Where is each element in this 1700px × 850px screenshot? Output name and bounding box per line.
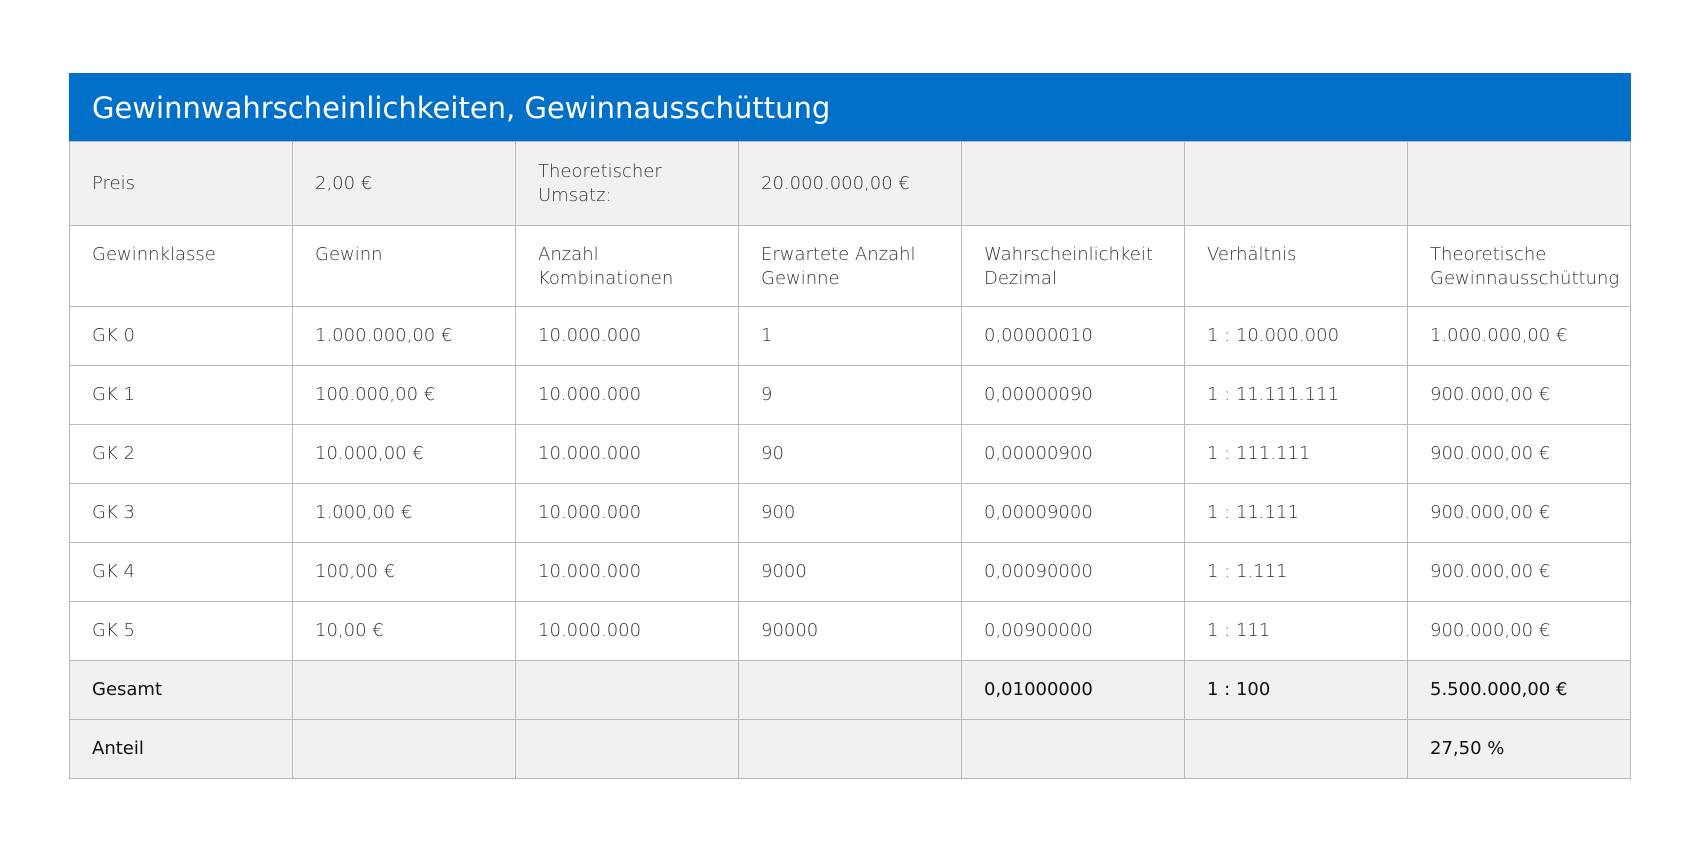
table-cell: 900.000,00 € [1408, 602, 1631, 661]
table-cell: 0,00900000 [962, 602, 1185, 661]
turnover-value: 20.000.000,00 € [739, 142, 962, 226]
total-label: Gesamt [70, 661, 293, 720]
table-cell: 100.000,00 € [293, 366, 516, 425]
table-cell: 1.000.000,00 € [293, 307, 516, 366]
table-cell: 1 : 11.111.111 [1185, 366, 1408, 425]
table-cell: GK 2 [70, 425, 293, 484]
total-probability: 0,01000000 [962, 661, 1185, 720]
header-cell: Theoretische Gewinnausschüttung [1408, 226, 1631, 307]
table-cell: 10.000.000 [516, 425, 739, 484]
share-row [70, 720, 1631, 779]
table-cell: GK 3 [70, 484, 293, 543]
header-cell: Erwartete Anzahl Gewinne [739, 226, 962, 307]
header-row [70, 226, 1631, 307]
header-cell: Anzahl Kombinationen [516, 226, 739, 307]
table-row [70, 425, 1631, 484]
table-cell: 900 [739, 484, 962, 543]
empty-cell [962, 142, 1185, 226]
table-cell: 900.000,00 € [1408, 366, 1631, 425]
table-cell: 100,00 € [293, 543, 516, 602]
total-payout: 5.500.000,00 € [1408, 661, 1631, 720]
header-cell: Verhältnis [1185, 226, 1408, 307]
empty-cell [293, 661, 516, 720]
empty-cell [739, 661, 962, 720]
table-cell: 10.000.000 [516, 307, 739, 366]
table-cell: 1.000,00 € [293, 484, 516, 543]
table-cell: 90000 [739, 602, 962, 661]
price-label: Preis [70, 142, 293, 226]
table-cell: 10.000.000 [516, 602, 739, 661]
table-cell: 10,00 € [293, 602, 516, 661]
empty-cell [962, 720, 1185, 779]
table-cell: 1 [739, 307, 962, 366]
table-cell: 0,00000090 [962, 366, 1185, 425]
table-row [70, 307, 1631, 366]
table-cell: 900.000,00 € [1408, 484, 1631, 543]
header-cell: Wahrscheinlichkeit Dezimal [962, 226, 1185, 307]
table-cell: 10.000.000 [516, 484, 739, 543]
table-cell: 900.000,00 € [1408, 425, 1631, 484]
table-row [70, 543, 1631, 602]
table-cell: 0,00000010 [962, 307, 1185, 366]
table-cell: 90 [739, 425, 962, 484]
table-cell: 10.000,00 € [293, 425, 516, 484]
empty-cell [739, 720, 962, 779]
table-cell: GK 5 [70, 602, 293, 661]
table-cell: GK 0 [70, 307, 293, 366]
table-cell: 9000 [739, 543, 962, 602]
prize-table [69, 73, 1631, 779]
empty-cell [1185, 142, 1408, 226]
table-row [70, 484, 1631, 543]
table-row [70, 366, 1631, 425]
prize-table-grid [69, 141, 1631, 779]
share-payout: 27,50 % [1408, 720, 1631, 779]
price-value: 2,00 € [293, 142, 516, 226]
table-cell: 10.000.000 [516, 543, 739, 602]
share-label: Anteil [70, 720, 293, 779]
table-cell: 0,00000900 [962, 425, 1185, 484]
total-ratio: 1 : 100 [1185, 661, 1408, 720]
table-cell: 1 : 111.111 [1185, 425, 1408, 484]
table-cell: 9 [739, 366, 962, 425]
table-cell: 1 : 1.111 [1185, 543, 1408, 602]
empty-cell [1185, 720, 1408, 779]
total-row [70, 661, 1631, 720]
table-title: Gewinnwahrscheinlichkeiten, Gewinnausschüttung [69, 73, 1631, 141]
empty-cell [516, 720, 739, 779]
table-cell: 900.000,00 € [1408, 543, 1631, 602]
header-cell: Gewinnklasse [70, 226, 293, 307]
price-row [70, 142, 1631, 226]
turnover-label: Theoretischer Umsatz: [516, 142, 739, 226]
table-cell: 1 : 11.111 [1185, 484, 1408, 543]
table-cell: GK 1 [70, 366, 293, 425]
empty-cell [293, 720, 516, 779]
empty-cell [1408, 142, 1631, 226]
table-cell: 10.000.000 [516, 366, 739, 425]
table-row [70, 602, 1631, 661]
table-cell: 1 : 10.000.000 [1185, 307, 1408, 366]
table-cell: GK 4 [70, 543, 293, 602]
empty-cell [516, 661, 739, 720]
table-cell: 0,00090000 [962, 543, 1185, 602]
table-cell: 0,00009000 [962, 484, 1185, 543]
header-cell: Gewinn [293, 226, 516, 307]
table-cell: 1.000.000,00 € [1408, 307, 1631, 366]
table-cell: 1 : 111 [1185, 602, 1408, 661]
